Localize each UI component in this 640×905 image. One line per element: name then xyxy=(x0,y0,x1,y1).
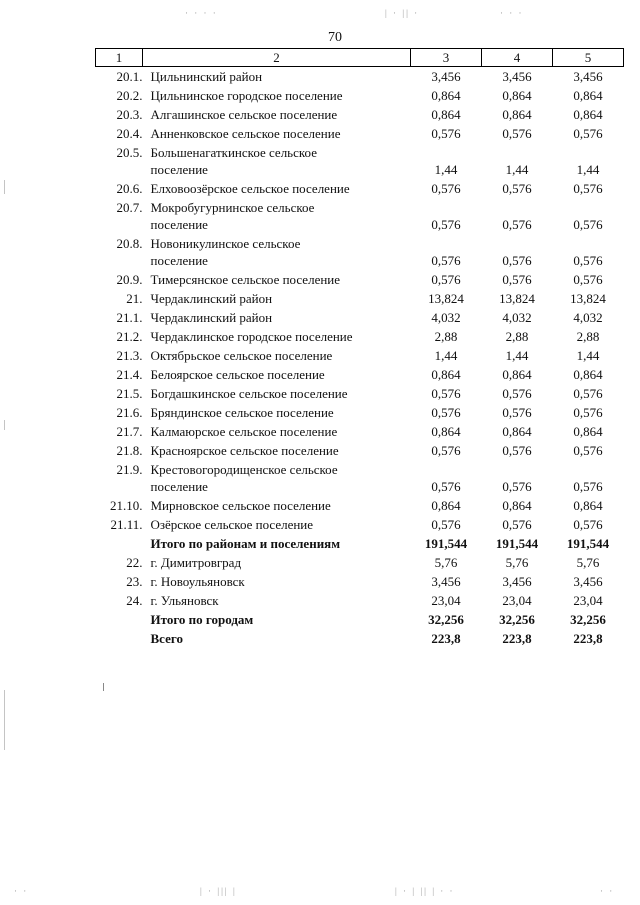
row-name-line: Чердаклинский район xyxy=(150,291,273,306)
row-value-col-3: 0,576 xyxy=(431,181,461,196)
row-number: 20.9. xyxy=(116,272,143,287)
row-name xyxy=(143,610,411,629)
row-value-col-5: 0,576 xyxy=(573,272,603,287)
row-number: 20.8. xyxy=(116,236,143,251)
row-value-col-4: 0,576 xyxy=(502,479,532,494)
row-name-line: Бряндинское сельское поселение xyxy=(150,405,334,420)
row-value-col-3: 1,44 xyxy=(434,162,458,177)
row-value-col-3: 5,76 xyxy=(434,555,458,570)
row-value-col-3: 0,864 xyxy=(431,498,461,513)
row-name xyxy=(143,460,411,496)
scan-mark-top-right: · · · xyxy=(500,8,524,18)
row-name xyxy=(143,591,411,610)
table-header-row xyxy=(96,49,624,67)
row-value-col-4: 13,824 xyxy=(499,291,535,306)
row-number xyxy=(96,629,143,648)
row-value-col-4: 0,864 xyxy=(502,88,532,103)
row-value-col-5: 0,864 xyxy=(573,88,603,103)
row-name-line: Итого по районам и поселениям xyxy=(150,536,341,551)
row-name-line: Крестовогородищенское сельское xyxy=(150,462,338,477)
row-value-col-4: 223,8 xyxy=(502,631,532,646)
row-name-line: Большенагаткинское сельское xyxy=(150,145,317,160)
table-row xyxy=(96,515,624,534)
table-row xyxy=(96,234,624,270)
row-name-line: Итого по городам xyxy=(150,612,254,627)
row-value-col-4: 0,864 xyxy=(502,498,532,513)
row-name xyxy=(143,124,411,143)
scan-mark-top-left: · · · · xyxy=(185,8,218,18)
row-name xyxy=(143,67,411,87)
row-value-col-4: 2,88 xyxy=(505,329,529,344)
row-name xyxy=(143,105,411,124)
row-name xyxy=(143,289,411,308)
edge-mark xyxy=(4,690,5,750)
row-number: 24. xyxy=(126,593,143,608)
table-row xyxy=(96,327,624,346)
row-value-col-5: 1,44 xyxy=(576,348,600,363)
row-value-col-3: 4,032 xyxy=(431,310,461,325)
row-number: 21.7. xyxy=(116,424,143,439)
table-row xyxy=(96,308,624,327)
row-name xyxy=(143,198,411,234)
row-value-col-5: 0,576 xyxy=(573,405,603,420)
row-name xyxy=(143,572,411,591)
row-number: 21.8. xyxy=(116,443,143,458)
table-row xyxy=(96,460,624,496)
row-value-col-3: 0,576 xyxy=(431,386,461,401)
row-value-col-4: 191,544 xyxy=(495,536,539,551)
row-value-col-5: 32,256 xyxy=(570,612,606,627)
edge-mark xyxy=(103,683,104,691)
row-name-line: Цильнинское городское поселение xyxy=(150,88,343,103)
row-number: 21. xyxy=(126,291,143,306)
table-row xyxy=(96,198,624,234)
row-value-col-4: 0,576 xyxy=(502,217,532,232)
row-name-line: Калмаюрское сельское поселение xyxy=(150,424,338,439)
row-value-col-3: 0,576 xyxy=(431,443,461,458)
header-col-4: 4 xyxy=(482,49,553,67)
row-value-col-3: 0,576 xyxy=(431,517,461,532)
header-col-1: 1 xyxy=(96,49,143,67)
table-row xyxy=(96,553,624,572)
header-col-2: 2 xyxy=(143,49,411,67)
row-name-line: Чердаклинское городское поселение xyxy=(150,329,353,344)
page-number: 70 xyxy=(328,30,342,45)
data-table xyxy=(95,48,624,648)
row-name-line: Богдашкинское сельское поселение xyxy=(150,386,348,401)
row-number: 21.2. xyxy=(116,329,143,344)
row-name xyxy=(143,270,411,289)
table-row xyxy=(96,270,624,289)
row-number: 20.6. xyxy=(116,181,143,196)
row-value-col-4: 0,864 xyxy=(502,424,532,439)
row-name xyxy=(143,629,411,648)
table-row xyxy=(96,124,624,143)
row-value-col-5: 5,76 xyxy=(576,555,600,570)
row-name-line: поселение xyxy=(150,162,208,177)
row-name-line: Елховоозёрское сельское поселение xyxy=(150,181,350,196)
row-number: 21.6. xyxy=(116,405,143,420)
row-value-col-3: 0,576 xyxy=(431,479,461,494)
row-name-line: Цильнинский район xyxy=(150,69,263,84)
row-value-col-5: 13,824 xyxy=(570,291,606,306)
row-value-col-3: 0,576 xyxy=(431,253,461,268)
row-value-col-3: 223,8 xyxy=(431,631,461,646)
row-value-col-3: 0,864 xyxy=(431,424,461,439)
row-value-col-5: 0,864 xyxy=(573,107,603,122)
row-value-col-4: 0,576 xyxy=(502,443,532,458)
row-value-col-4: 0,576 xyxy=(502,386,532,401)
row-name-line: Тимерсянское сельское поселение xyxy=(150,272,341,287)
row-name xyxy=(143,234,411,270)
edge-mark xyxy=(4,420,5,430)
table-row xyxy=(96,289,624,308)
table-row xyxy=(96,629,624,648)
row-number: 21.11. xyxy=(110,517,143,532)
row-value-col-3: 0,576 xyxy=(431,272,461,287)
row-value-col-4: 0,576 xyxy=(502,517,532,532)
row-name xyxy=(143,422,411,441)
table-row xyxy=(96,496,624,515)
row-name xyxy=(143,308,411,327)
row-value-col-5: 1,44 xyxy=(576,162,600,177)
row-name xyxy=(143,179,411,198)
row-value-col-3: 0,864 xyxy=(431,367,461,382)
scan-mark-bottom-mid-right: | · | || | · · xyxy=(395,886,455,896)
row-number: 21.9. xyxy=(116,462,143,477)
row-number: 20.7. xyxy=(116,200,143,215)
row-value-col-5: 0,576 xyxy=(573,253,603,268)
scan-mark-bottom-right: · · xyxy=(600,886,615,896)
row-number xyxy=(96,610,143,629)
table-row xyxy=(96,105,624,124)
row-number: 21.1. xyxy=(116,310,143,325)
row-value-col-3: 0,576 xyxy=(431,217,461,232)
row-value-col-5: 0,576 xyxy=(573,217,603,232)
row-name-line: Белоярское сельское поселение xyxy=(150,367,325,382)
scan-mark-top-mid: | · || · xyxy=(385,8,420,18)
row-value-col-5: 3,456 xyxy=(573,69,603,84)
table-row xyxy=(96,143,624,179)
row-name-line: поселение xyxy=(150,253,208,268)
table-row xyxy=(96,179,624,198)
row-value-col-5: 0,576 xyxy=(573,443,603,458)
row-name xyxy=(143,86,411,105)
row-name-line: г. Новоульяновск xyxy=(150,574,245,589)
row-number: 23. xyxy=(126,574,143,589)
row-value-col-5: 23,04 xyxy=(573,593,603,608)
row-value-col-4: 32,256 xyxy=(499,612,535,627)
row-name-line: Чердаклинский район xyxy=(150,310,273,325)
row-value-col-5: 0,576 xyxy=(573,386,603,401)
row-value-col-4: 1,44 xyxy=(505,162,529,177)
row-value-col-3: 0,576 xyxy=(431,126,461,141)
table-row xyxy=(96,384,624,403)
scan-mark-bottom-mid-left: | · ||| | xyxy=(200,886,237,896)
edge-mark xyxy=(4,180,5,194)
row-value-col-5: 0,576 xyxy=(573,517,603,532)
row-value-col-4: 0,864 xyxy=(502,107,532,122)
row-value-col-4: 0,576 xyxy=(502,181,532,196)
row-value-col-4: 0,576 xyxy=(502,126,532,141)
table-row xyxy=(96,591,624,610)
row-value-col-3: 13,824 xyxy=(428,291,464,306)
row-value-col-3: 0,576 xyxy=(431,405,461,420)
row-value-col-4: 5,76 xyxy=(505,555,529,570)
table-row xyxy=(96,86,624,105)
row-value-col-3: 0,864 xyxy=(431,107,461,122)
row-value-col-5: 0,864 xyxy=(573,424,603,439)
row-value-col-5: 4,032 xyxy=(573,310,603,325)
table-row xyxy=(96,572,624,591)
header-col-5: 5 xyxy=(553,49,624,67)
row-name xyxy=(143,346,411,365)
table-row xyxy=(96,534,624,553)
row-name xyxy=(143,515,411,534)
row-number xyxy=(96,534,143,553)
row-value-col-4: 23,04 xyxy=(502,593,532,608)
row-name-line: Новоникулинское сельское xyxy=(150,236,301,251)
row-value-col-5: 0,864 xyxy=(573,367,603,382)
table-row xyxy=(96,67,624,87)
row-name xyxy=(143,441,411,460)
row-value-col-3: 2,88 xyxy=(434,329,458,344)
row-name-line: поселение xyxy=(150,217,208,232)
row-number: 21.10. xyxy=(110,498,143,513)
header-col-3: 3 xyxy=(411,49,482,67)
row-name xyxy=(143,496,411,515)
row-number: 20.4. xyxy=(116,126,143,141)
table-row xyxy=(96,403,624,422)
row-number: 21.4. xyxy=(116,367,143,382)
row-name-line: Мирновское сельское поселение xyxy=(150,498,331,513)
row-number: 21.5. xyxy=(116,386,143,401)
row-number: 20.3. xyxy=(116,107,143,122)
row-value-col-4: 0,864 xyxy=(502,367,532,382)
row-value-col-3: 1,44 xyxy=(434,348,458,363)
table-row xyxy=(96,365,624,384)
row-number: 20.1. xyxy=(116,69,143,84)
row-number: 22. xyxy=(126,555,143,570)
table-row xyxy=(96,610,624,629)
row-name-line: Красноярское сельское поселение xyxy=(150,443,339,458)
row-value-col-5: 191,544 xyxy=(566,536,610,551)
row-value-col-4: 3,456 xyxy=(502,69,532,84)
row-name xyxy=(143,384,411,403)
row-name-line: Всего xyxy=(150,631,183,646)
row-name xyxy=(143,553,411,572)
row-value-col-3: 0,864 xyxy=(431,88,461,103)
row-name xyxy=(143,534,411,553)
row-value-col-5: 0,864 xyxy=(573,498,603,513)
table-row xyxy=(96,441,624,460)
row-name-line: Мокробугурнинское сельское xyxy=(150,200,315,215)
row-value-col-5: 223,8 xyxy=(573,631,603,646)
row-number: 21.3. xyxy=(116,348,143,363)
row-value-col-4: 0,576 xyxy=(502,272,532,287)
row-value-col-5: 0,576 xyxy=(573,126,603,141)
row-value-col-3: 32,256 xyxy=(428,612,464,627)
row-name-line: Октябрьское сельское поселение xyxy=(150,348,333,363)
row-value-col-4: 1,44 xyxy=(505,348,529,363)
row-name xyxy=(143,143,411,179)
row-value-col-5: 0,576 xyxy=(573,181,603,196)
table-row xyxy=(96,346,624,365)
row-name-line: г. Ульяновск xyxy=(150,593,219,608)
row-value-col-3: 3,456 xyxy=(431,574,461,589)
table-row xyxy=(96,422,624,441)
row-value-col-5: 3,456 xyxy=(573,574,603,589)
row-value-col-4: 0,576 xyxy=(502,405,532,420)
row-name xyxy=(143,403,411,422)
row-value-col-4: 0,576 xyxy=(502,253,532,268)
row-number: 20.2. xyxy=(116,88,143,103)
row-value-col-3: 23,04 xyxy=(431,593,461,608)
row-value-col-5: 2,88 xyxy=(576,329,600,344)
scan-mark-bottom-left: · · xyxy=(14,886,29,896)
row-name-line: поселение xyxy=(150,479,208,494)
row-number: 20.5. xyxy=(116,145,143,160)
row-name xyxy=(143,365,411,384)
row-value-col-4: 4,032 xyxy=(502,310,532,325)
row-name-line: Анненковское сельское поселение xyxy=(150,126,341,141)
row-value-col-4: 3,456 xyxy=(502,574,532,589)
row-name-line: г. Димитровград xyxy=(150,555,242,570)
row-name-line: Алгашинское сельское поселение xyxy=(150,107,338,122)
row-value-col-5: 0,576 xyxy=(573,479,603,494)
row-value-col-3: 3,456 xyxy=(431,69,461,84)
row-value-col-3: 191,544 xyxy=(424,536,468,551)
row-name-line: Озёрское сельское поселение xyxy=(150,517,314,532)
row-name xyxy=(143,327,411,346)
